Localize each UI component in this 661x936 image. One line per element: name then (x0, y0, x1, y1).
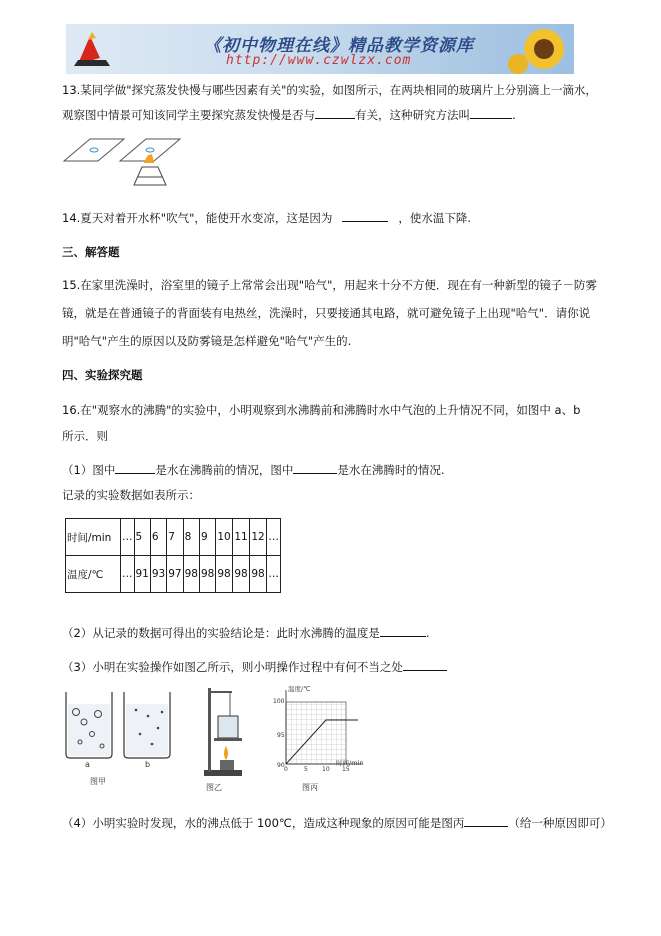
sunflower-icon (506, 24, 574, 74)
q16-blank-1a[interactable] (115, 461, 155, 474)
q13-line1: 13.某同学做"探究蒸发快慢与哪些因素有关"的实验，如图所示，在两块相同的玻璃片上分别滴上一滴水， (62, 83, 597, 97)
q16-part1 (62, 461, 444, 478)
table-row-temp (66, 556, 281, 593)
table-cell: 5 (134, 519, 150, 556)
graph-y-tick: 95 (277, 732, 285, 739)
table-cell: … (121, 519, 135, 556)
table-cell: 12 (250, 519, 267, 556)
banner-url: http://www.czwlzx.com (226, 53, 412, 68)
section-4-heading: 四、实验探究题 (62, 368, 143, 382)
table-cell: 91 (134, 556, 150, 593)
table-cell: 98 (200, 556, 216, 593)
graph-y-tick: 90 (277, 762, 285, 769)
q14-line (62, 209, 471, 226)
q15-line3: 明"哈气"产生的原因以及防雾镜是怎样避免"哈气"产生的. (62, 334, 352, 348)
q16-blank-3[interactable] (403, 658, 447, 671)
table-cell: 10 (216, 519, 233, 556)
q15-line1: 15.在家里洗澡时，浴室里的镜子上常常会出现"哈气"，用起来十分不方便．现在有一种新型的镜子－防雾 (62, 278, 597, 292)
graph-x-axis-label: 时间/min (336, 759, 364, 767)
table-cell: … (267, 556, 281, 593)
q13-line2 (62, 106, 516, 123)
q16-part4-a: （4）小明实验时发现，水的沸点低于 100℃，造成这种现象的原因可能是图丙 (62, 816, 465, 830)
table-cell: 8 (183, 519, 199, 556)
table-row-time (66, 519, 281, 556)
table-cell: 93 (150, 556, 166, 593)
graph-y-tick: 100 (273, 698, 285, 705)
figure-bing-caption: 图丙 (302, 783, 318, 792)
heating-apparatus-figure (196, 682, 246, 780)
q16-part3 (62, 658, 447, 675)
table-cell: 98 (250, 556, 267, 593)
q13-text-c: . (512, 108, 516, 122)
q16-part4 (62, 814, 612, 831)
table-cell: 98 (216, 556, 233, 593)
table-cell: 97 (167, 556, 183, 593)
graph-x-tick: 15 (342, 766, 350, 773)
beakers-figure (62, 688, 172, 774)
q16-part1-b: 是水在沸腾前的情况，图中 (155, 463, 294, 477)
boiling-data-table (65, 518, 281, 593)
table-cell: 7 (167, 519, 183, 556)
beaker-b-label: b (145, 760, 151, 769)
q16-blank-2[interactable] (380, 624, 426, 637)
q16-part2-a: （2）从记录的数据可得出的实验结论是：此时水沸腾的温度是 (62, 626, 380, 640)
q16-blank-4[interactable] (464, 814, 508, 827)
table-cell: 9 (200, 519, 216, 556)
q16-part2-b: . (425, 626, 430, 640)
header-banner (66, 24, 574, 74)
table-cell: … (121, 556, 135, 593)
table-cell: … (267, 519, 281, 556)
graph-y-axis-label: 温度/℃ (288, 685, 311, 693)
q16-part3-text: （3）小明在实验操作如图乙所示，则小明操作过程中有何不当之处 (62, 660, 403, 674)
q16-record-label: 记录的实验数据如表所示： (62, 488, 200, 502)
q14-blank[interactable] (342, 209, 388, 222)
q16-blank-1b[interactable] (293, 461, 337, 474)
q16-part1-a: （1）图中 (62, 463, 116, 477)
graph-x-tick: 0 (284, 766, 288, 773)
logo-icon (70, 28, 114, 70)
q16-part1-c: 是水在沸腾时的情况. (337, 463, 445, 477)
q13-blank-1[interactable] (315, 106, 355, 119)
time-label: 时间/min (66, 519, 121, 556)
table-cell: 98 (233, 556, 250, 593)
section-3-heading: 三、解答题 (62, 245, 120, 259)
q15-line2: 镜，就是在普通镜子的背面装有电热丝，洗澡时，只要接通其电路，就可避免镜子上出现"哈气"．请你说 (62, 306, 591, 320)
table-cell: 98 (183, 556, 199, 593)
temp-label: 温度/℃ (66, 556, 121, 593)
table-cell: 11 (233, 519, 250, 556)
q16-part2 (62, 624, 429, 641)
graph-x-tick: 5 (304, 766, 308, 773)
figure-yi-caption: 图乙 (206, 783, 222, 792)
figure-jia-caption: 图甲 (90, 777, 106, 786)
q16-part4-b: （给一种原因即可） (508, 816, 612, 830)
table-cell: 6 (150, 519, 166, 556)
beaker-a-label: a (85, 760, 90, 769)
graph-x-tick: 10 (322, 766, 330, 773)
q14-text-b: ，使水温下降. (398, 211, 472, 225)
q16-line2: 所示．则 (62, 429, 108, 443)
banner-title: 《初中物理在线》精品教学资源库 (204, 36, 474, 56)
q14-text-a: 14.夏天对着开水杯"吹气"，能使开水变凉，这是因为 (62, 211, 333, 225)
q16-line1: 16.在"观察水的沸腾"的实验中，小明观察到水沸腾前和沸腾时水中气泡的上升情况不同，如图中 a、b (62, 403, 581, 417)
evaporation-figure (62, 133, 182, 189)
q13-blank-2[interactable] (470, 106, 512, 119)
q13-text-a: 观察图中情景可知该同学主要探究蒸发快慢是否与 (62, 108, 315, 122)
q13-text-b: 有关，这种研究方法叫 (355, 108, 470, 122)
